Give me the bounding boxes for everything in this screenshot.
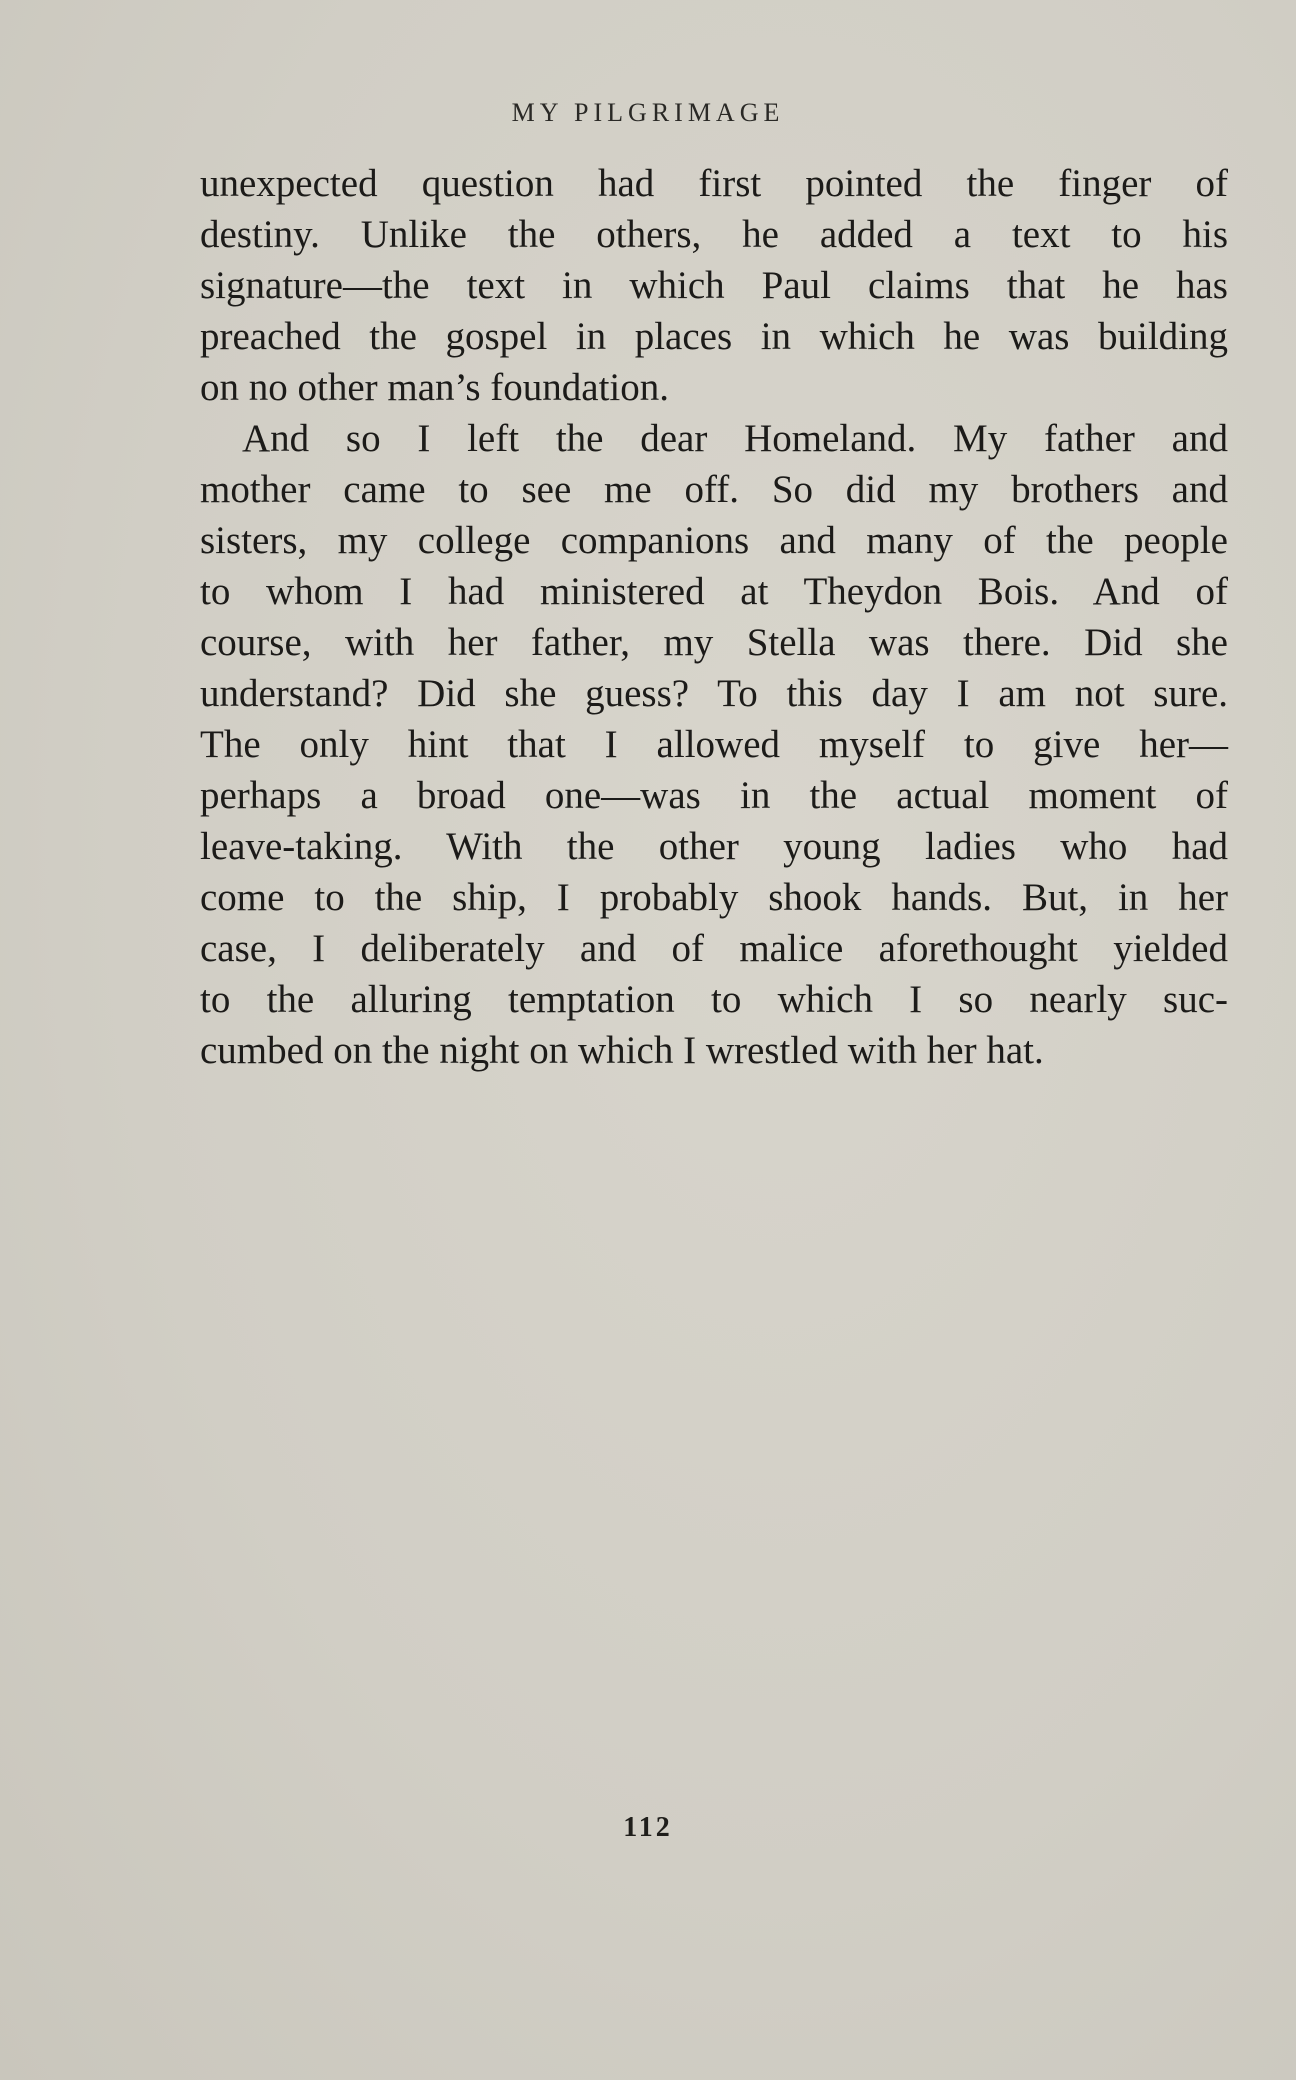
paragraph-2 — [200, 413, 1228, 1076]
text-line: And so I left the dear Homeland. My father and — [242, 417, 1228, 460]
text-line: unexpected question had first pointed the finger of — [200, 162, 1228, 205]
text-line: preached the gospel in places in which he was building — [200, 315, 1228, 358]
text-line: sisters, my college companions and many of the people — [200, 519, 1228, 562]
text-line: case, I deliberately and of malice aforethought yielded — [200, 927, 1228, 970]
page-number: 112 — [623, 1812, 673, 1843]
text-line: to the alluring temptation to which I so nearly suc- — [200, 978, 1228, 1021]
text-line: signature—the text in which Paul claims that he has — [200, 264, 1228, 307]
text-line: leave-taking. With the other young ladies who had — [200, 825, 1228, 868]
text-line: mother came to see me off. So did my brothers and — [200, 468, 1228, 511]
text-line: course, with her father, my Stella was there. Did she — [200, 621, 1228, 664]
text-line: come to the ship, I probably shook hands. But, in her — [200, 876, 1228, 919]
text-line: perhaps a broad one—was in the actual moment of — [200, 774, 1228, 817]
text-line: on no other man’s foundation. — [200, 366, 670, 409]
text-line: to whom I had ministered at Theydon Bois. And of — [200, 570, 1228, 613]
text-line: The only hint that I allowed myself to give her— — [200, 723, 1228, 766]
text-line: destiny. Unlike the others, he added a text to his — [200, 213, 1228, 256]
body-text — [200, 158, 1228, 1076]
running-head: MY PILGRIMAGE — [511, 98, 785, 127]
text-line: understand? Did she guess? To this day I am not sure. — [200, 672, 1228, 715]
paragraph-1 — [200, 158, 1228, 413]
text-line: cumbed on the night on which I wrestled with her hat. — [200, 1029, 1044, 1072]
